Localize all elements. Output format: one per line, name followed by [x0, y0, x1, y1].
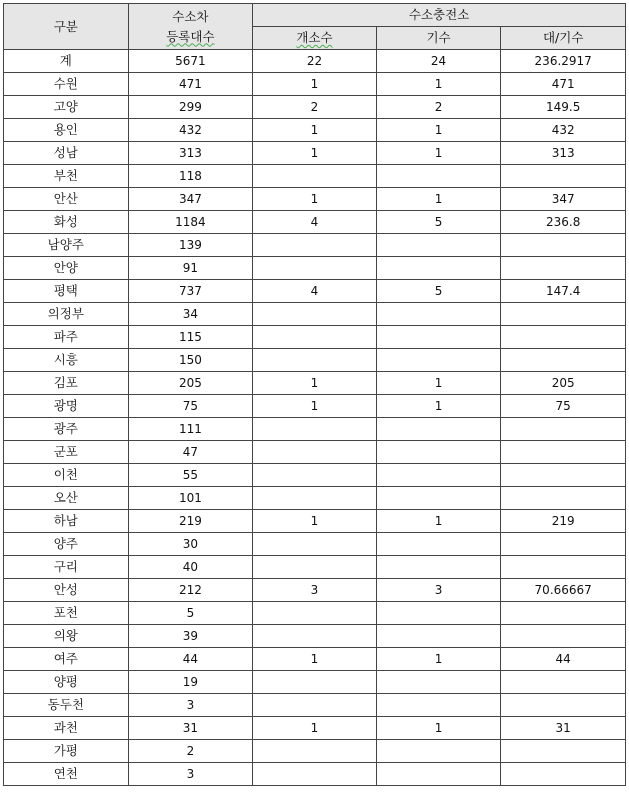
cell-ratio — [501, 763, 626, 786]
cell-vehicles: 139 — [128, 234, 253, 257]
table-row — [4, 73, 626, 96]
cell-vehicles: 19 — [128, 671, 253, 694]
cell-stations — [253, 740, 377, 763]
cell-ratio — [501, 740, 626, 763]
cell-region: 양주 — [4, 533, 129, 556]
cell-stations — [253, 602, 377, 625]
cell-ratio — [501, 464, 626, 487]
table-row — [4, 326, 626, 349]
cell-region: 남양주 — [4, 234, 129, 257]
cell-vehicles: 1184 — [128, 211, 253, 234]
cell-stations: 1 — [253, 717, 377, 740]
cell-stations: 1 — [253, 372, 377, 395]
cell-ratio — [501, 165, 626, 188]
cell-stations: 1 — [253, 395, 377, 418]
cell-units — [376, 349, 501, 372]
cell-units — [376, 556, 501, 579]
table-row — [4, 648, 626, 671]
cell-ratio — [501, 625, 626, 648]
cell-stations — [253, 441, 377, 464]
cell-vehicles: 101 — [128, 487, 253, 510]
cell-vehicles: 115 — [128, 326, 253, 349]
cell-units — [376, 694, 501, 717]
cell-ratio: 236.2917 — [501, 50, 626, 73]
cell-stations: 1 — [253, 119, 377, 142]
cell-region: 안성 — [4, 579, 129, 602]
table-row — [4, 602, 626, 625]
cell-stations — [253, 349, 377, 372]
table-row — [4, 625, 626, 648]
cell-vehicles: 737 — [128, 280, 253, 303]
cell-units — [376, 326, 501, 349]
cell-region: 하남 — [4, 510, 129, 533]
cell-region: 구리 — [4, 556, 129, 579]
table-row — [4, 533, 626, 556]
cell-ratio — [501, 556, 626, 579]
header-station-count-label: 개소수 — [296, 30, 333, 45]
cell-region: 과천 — [4, 717, 129, 740]
cell-region: 수원 — [4, 73, 129, 96]
cell-stations — [253, 694, 377, 717]
cell-ratio: 75 — [501, 395, 626, 418]
cell-region: 여주 — [4, 648, 129, 671]
cell-units: 3 — [376, 579, 501, 602]
cell-vehicles: 471 — [128, 73, 253, 96]
cell-vehicles: 2 — [128, 740, 253, 763]
table-row — [4, 188, 626, 211]
cell-stations — [253, 533, 377, 556]
cell-vehicles: 5 — [128, 602, 253, 625]
cell-region: 오산 — [4, 487, 129, 510]
header-ratio: 대/기수 — [501, 27, 626, 50]
cell-ratio: 147.4 — [501, 280, 626, 303]
cell-vehicles: 432 — [128, 119, 253, 142]
cell-region: 의왕 — [4, 625, 129, 648]
cell-vehicles: 44 — [128, 648, 253, 671]
cell-region: 계 — [4, 50, 129, 73]
cell-units — [376, 533, 501, 556]
cell-units — [376, 165, 501, 188]
cell-ratio: 432 — [501, 119, 626, 142]
cell-stations: 1 — [253, 510, 377, 533]
cell-ratio — [501, 671, 626, 694]
cell-units: 1 — [376, 510, 501, 533]
cell-ratio — [501, 533, 626, 556]
cell-ratio: 313 — [501, 142, 626, 165]
cell-stations — [253, 234, 377, 257]
cell-units — [376, 234, 501, 257]
cell-region: 안산 — [4, 188, 129, 211]
cell-ratio: 236.8 — [501, 211, 626, 234]
table-row — [4, 280, 626, 303]
cell-stations — [253, 257, 377, 280]
cell-stations — [253, 556, 377, 579]
table-row — [4, 464, 626, 487]
cell-vehicles: 299 — [128, 96, 253, 119]
cell-region: 이천 — [4, 464, 129, 487]
header-vehicles — [128, 4, 253, 50]
table-row — [4, 441, 626, 464]
cell-units: 1 — [376, 648, 501, 671]
table-row — [4, 142, 626, 165]
hydrogen-vehicle-station-table — [3, 3, 626, 786]
cell-units — [376, 441, 501, 464]
cell-region: 동두천 — [4, 694, 129, 717]
cell-vehicles: 5671 — [128, 50, 253, 73]
cell-units — [376, 418, 501, 441]
cell-units — [376, 763, 501, 786]
table-row — [4, 50, 626, 73]
cell-region: 평택 — [4, 280, 129, 303]
table-row — [4, 694, 626, 717]
cell-region: 가평 — [4, 740, 129, 763]
cell-vehicles: 39 — [128, 625, 253, 648]
cell-ratio: 31 — [501, 717, 626, 740]
header-category: 구분 — [4, 4, 129, 50]
cell-stations — [253, 165, 377, 188]
cell-vehicles: 219 — [128, 510, 253, 533]
cell-region: 양평 — [4, 671, 129, 694]
cell-stations: 4 — [253, 280, 377, 303]
cell-ratio — [501, 602, 626, 625]
header-station-group: 수소충전소 — [253, 4, 626, 27]
header-vehicles-line2: 등록대수 — [166, 28, 215, 44]
cell-units — [376, 303, 501, 326]
cell-units: 1 — [376, 73, 501, 96]
cell-region: 부천 — [4, 165, 129, 188]
header-vehicles-line1: 수소차 — [172, 8, 209, 24]
cell-vehicles: 30 — [128, 533, 253, 556]
cell-ratio — [501, 303, 626, 326]
cell-stations — [253, 487, 377, 510]
cell-units — [376, 464, 501, 487]
table-row — [4, 165, 626, 188]
cell-stations: 1 — [253, 648, 377, 671]
table-row — [4, 740, 626, 763]
cell-ratio: 44 — [501, 648, 626, 671]
cell-vehicles: 313 — [128, 142, 253, 165]
cell-units — [376, 487, 501, 510]
cell-stations — [253, 671, 377, 694]
table-row — [4, 487, 626, 510]
cell-stations — [253, 303, 377, 326]
cell-vehicles: 111 — [128, 418, 253, 441]
cell-vehicles: 118 — [128, 165, 253, 188]
cell-ratio — [501, 326, 626, 349]
cell-vehicles: 150 — [128, 349, 253, 372]
cell-units: 1 — [376, 142, 501, 165]
cell-stations: 1 — [253, 73, 377, 96]
cell-stations — [253, 326, 377, 349]
cell-region: 의정부 — [4, 303, 129, 326]
table-row — [4, 510, 626, 533]
cell-units: 1 — [376, 188, 501, 211]
cell-vehicles: 91 — [128, 257, 253, 280]
cell-ratio: 149.5 — [501, 96, 626, 119]
cell-stations: 1 — [253, 188, 377, 211]
cell-vehicles: 55 — [128, 464, 253, 487]
cell-vehicles: 31 — [128, 717, 253, 740]
table-row — [4, 119, 626, 142]
cell-ratio — [501, 349, 626, 372]
cell-region: 포천 — [4, 602, 129, 625]
cell-region: 화성 — [4, 211, 129, 234]
cell-ratio: 70.66667 — [501, 579, 626, 602]
table-row — [4, 257, 626, 280]
cell-region: 파주 — [4, 326, 129, 349]
cell-vehicles: 75 — [128, 395, 253, 418]
table-header — [4, 4, 626, 50]
table-row — [4, 556, 626, 579]
cell-units: 1 — [376, 717, 501, 740]
cell-ratio: 219 — [501, 510, 626, 533]
cell-region: 용인 — [4, 119, 129, 142]
cell-vehicles: 47 — [128, 441, 253, 464]
cell-stations: 1 — [253, 142, 377, 165]
cell-vehicles: 3 — [128, 763, 253, 786]
cell-units — [376, 625, 501, 648]
table-row — [4, 303, 626, 326]
cell-vehicles: 34 — [128, 303, 253, 326]
cell-units: 5 — [376, 280, 501, 303]
cell-region: 시흥 — [4, 349, 129, 372]
cell-stations: 22 — [253, 50, 377, 73]
table-row — [4, 671, 626, 694]
cell-region: 성남 — [4, 142, 129, 165]
cell-units: 1 — [376, 395, 501, 418]
cell-region: 군포 — [4, 441, 129, 464]
table-row — [4, 211, 626, 234]
cell-ratio: 471 — [501, 73, 626, 96]
cell-vehicles: 3 — [128, 694, 253, 717]
cell-units — [376, 671, 501, 694]
cell-units: 2 — [376, 96, 501, 119]
cell-stations — [253, 763, 377, 786]
table-row — [4, 717, 626, 740]
header-unit-count: 기수 — [376, 27, 501, 50]
cell-stations — [253, 464, 377, 487]
cell-ratio — [501, 257, 626, 280]
cell-region: 안양 — [4, 257, 129, 280]
cell-units: 1 — [376, 119, 501, 142]
cell-vehicles: 205 — [128, 372, 253, 395]
cell-vehicles: 347 — [128, 188, 253, 211]
cell-region: 광명 — [4, 395, 129, 418]
table-row — [4, 349, 626, 372]
cell-units — [376, 740, 501, 763]
cell-region: 고양 — [4, 96, 129, 119]
cell-ratio: 205 — [501, 372, 626, 395]
table-row — [4, 395, 626, 418]
cell-region: 김포 — [4, 372, 129, 395]
cell-units: 5 — [376, 211, 501, 234]
cell-vehicles: 212 — [128, 579, 253, 602]
cell-stations: 2 — [253, 96, 377, 119]
table-row — [4, 372, 626, 395]
cell-units: 1 — [376, 372, 501, 395]
table-row — [4, 96, 626, 119]
table-row — [4, 234, 626, 257]
cell-vehicles: 40 — [128, 556, 253, 579]
cell-region: 연천 — [4, 763, 129, 786]
cell-units — [376, 602, 501, 625]
table-row — [4, 418, 626, 441]
cell-region: 광주 — [4, 418, 129, 441]
cell-stations: 3 — [253, 579, 377, 602]
cell-stations: 4 — [253, 211, 377, 234]
table-body — [4, 50, 626, 786]
cell-units: 24 — [376, 50, 501, 73]
table-row — [4, 579, 626, 602]
cell-stations — [253, 625, 377, 648]
cell-ratio — [501, 234, 626, 257]
table-row — [4, 763, 626, 786]
cell-units — [376, 257, 501, 280]
header-station-count — [253, 27, 377, 50]
cell-ratio — [501, 418, 626, 441]
cell-stations — [253, 418, 377, 441]
header-row-top — [4, 4, 626, 27]
cell-ratio — [501, 441, 626, 464]
cell-ratio: 347 — [501, 188, 626, 211]
cell-ratio — [501, 487, 626, 510]
cell-ratio — [501, 694, 626, 717]
